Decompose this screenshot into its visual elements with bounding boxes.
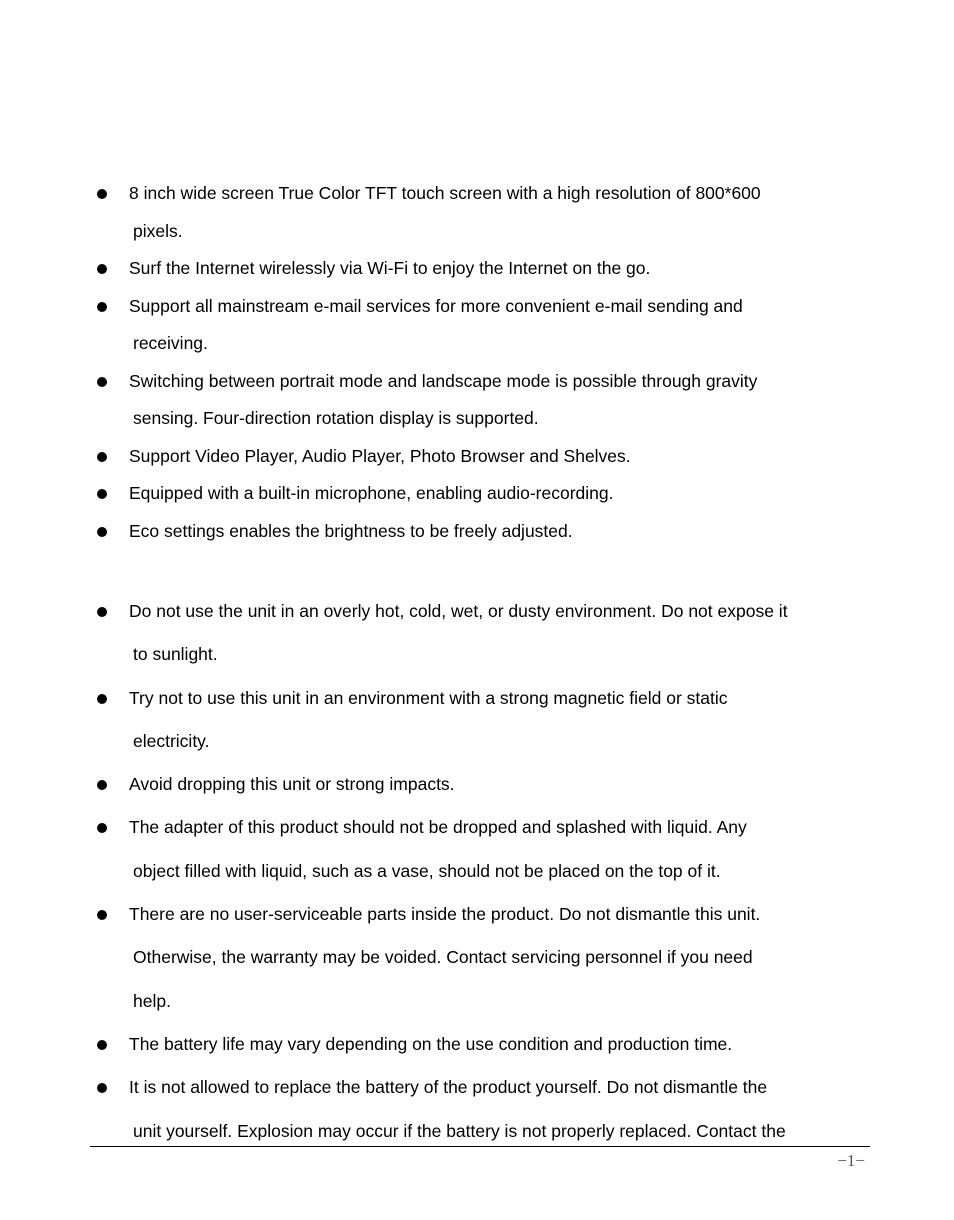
precaution-item — [95, 893, 855, 1023]
precaution-text-line: Do not use the unit in an overly hot, cold, wet, or dusty environment. Do not expose it — [129, 601, 788, 621]
bullet-icon — [97, 527, 107, 537]
precaution-text-line: There are no user-serviceable parts inside the product. Do not dismantle this unit. — [129, 904, 761, 925]
feature-item — [95, 475, 855, 513]
feature-item — [95, 513, 855, 551]
feature-text-line: sensing. Four-direction rotation display is supported. — [133, 408, 539, 428]
precaution-text-line: The battery life may vary depending on the use condition and production time. — [129, 1033, 733, 1054]
bullet-icon — [97, 780, 107, 790]
feature-text-line: Switching between portrait mode and landscape mode is possible through gravity — [129, 370, 758, 391]
feature-text-line: Surf the Internet wirelessly via Wi-Fi to enjoy the Internet on the go. — [129, 258, 651, 278]
precaution-text-line: electricity. — [133, 730, 210, 751]
precaution-item — [95, 1066, 855, 1153]
feature-text-line: receiving. — [133, 333, 208, 353]
feature-text-line: Equipped with a built-in microphone, enabling audio-recording. — [129, 483, 614, 503]
precaution-item — [95, 806, 855, 893]
precaution-text-line: help. — [133, 990, 171, 1011]
bullet-icon — [97, 607, 107, 617]
precaution-text-line: Otherwise, the warranty may be voided. Contact servicing personnel if you need — [133, 947, 753, 968]
bullet-icon — [97, 377, 107, 387]
precaution-text-line: The adapter of this product should not be dropped and splashed with liquid. Any — [129, 817, 747, 838]
footer-divider — [90, 1146, 870, 1147]
bullet-icon — [97, 264, 107, 274]
bullet-icon — [97, 302, 107, 312]
feature-text-line: 8 inch wide screen True Color TFT touch screen with a high resolution of 800*600 — [129, 183, 761, 203]
feature-item — [95, 175, 855, 250]
feature-list — [95, 175, 855, 550]
feature-text-line: Eco settings enables the brightness to be freely adjusted. — [129, 520, 573, 541]
feature-item — [95, 288, 855, 363]
precaution-item — [95, 590, 855, 677]
precaution-text-line: object filled with liquid, such as a vase, should not be placed on the top of it. — [133, 860, 721, 881]
precaution-text-line: It is not allowed to replace the battery of the product yourself. Do not dismantle the — [129, 1077, 768, 1098]
bullet-icon — [97, 1040, 107, 1050]
precaution-item — [95, 677, 855, 764]
bullet-icon — [97, 823, 107, 833]
page-number: −1− — [837, 1151, 865, 1170]
feature-text-line: Support Video Player, Audio Player, Photo Browser and Shelves. — [129, 445, 631, 466]
bullet-icon — [97, 189, 107, 199]
precaution-text-line: unit yourself. Explosion may occur if the battery is not properly replaced. Contact the — [133, 1120, 786, 1141]
precaution-list — [95, 590, 855, 1153]
feature-text-line: pixels. — [133, 220, 183, 241]
bullet-icon — [97, 452, 107, 462]
precaution-item — [95, 1023, 855, 1066]
precaution-text-line: Avoid dropping this unit or strong impacts. — [129, 774, 455, 795]
feature-item — [95, 363, 855, 438]
feature-text-line: Support all mainstream e-mail services for more convenient e-mail sending and — [129, 295, 743, 316]
feature-item — [95, 438, 855, 476]
bullet-icon — [97, 694, 107, 704]
precaution-item — [95, 763, 855, 806]
bullet-icon — [97, 489, 107, 499]
precaution-text-line: Try not to use this unit in an environment with a strong magnetic field or static — [129, 687, 728, 708]
bullet-icon — [97, 910, 107, 920]
bullet-icon — [97, 1083, 107, 1093]
feature-item — [95, 250, 855, 288]
precaution-text-line: to sunlight. — [133, 644, 218, 665]
